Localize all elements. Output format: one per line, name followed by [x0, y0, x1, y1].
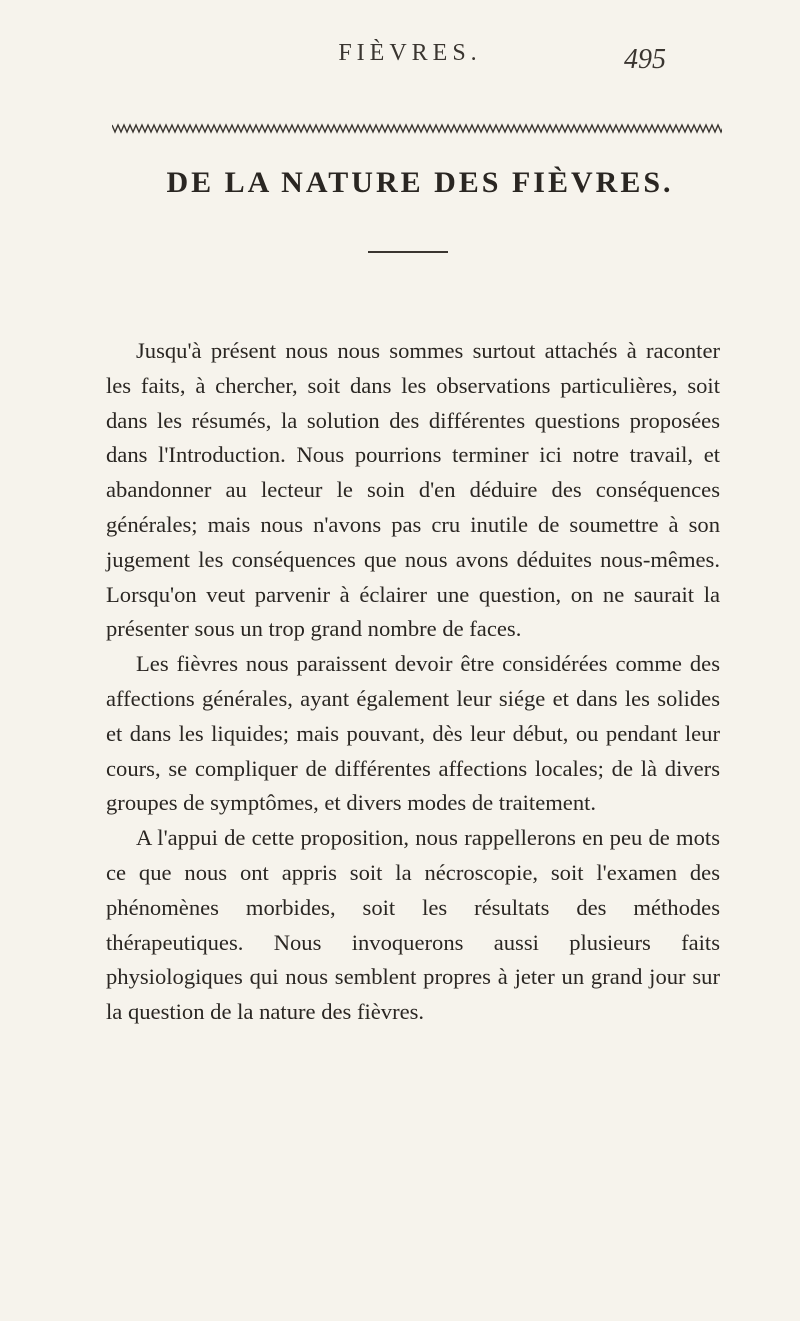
section-title: DE LA NATURE DES FIÈVRES.: [166, 166, 674, 199]
running-head: FIÈVRES.: [338, 40, 482, 66]
title-underline: [368, 251, 448, 253]
decorative-ornament-rule: [112, 118, 722, 138]
wavy-rule-graphic: [112, 118, 722, 138]
body-text: [106, 334, 720, 1030]
page-number: 495: [624, 44, 666, 75]
paragraph-3: A l'appui de cette proposition, nous rappellerons en peu de mots ce que nous ont appris soit la nécroscopie, soit l'examen des phénomènes morbides, soit les résultats des méthodes thérapeutiques. Nous invoquerons aussi plusieurs faits physiologiques qui nous semblent propres à jeter un grand jour sur la question de la nature des fièvres.: [106, 825, 720, 1025]
paragraph-2: Les fièvres nous paraissent devoir être considérées comme des affections générales, ayant également leur siége et dans les solides et dans les liquides; mais pouvant, dès leur début, ou pendant leur cours, se compliquer de différentes affections locales; de là divers groupes de symptômes, et divers modes de traitement.: [106, 651, 720, 816]
paragraph-1: Jusqu'à présent nous nous sommes surtout attachés à raconter les faits, à chercher, soit dans les observations particulières, soit dans les résumés, la solution des différentes questions proposées dans l'Introduction. Nous pourrions terminer ici notre travail, et abandonner au lecteur le soin d'en déduire des conséquences générales; mais nous n'avons pas cru inutile de soumettre à son jugement les conséquences que nous avons déduites nous-mêmes. Lorsqu'on veut parvenir à éclairer une question, on ne saurait la présenter sous un trop grand nombre de faces.: [106, 338, 720, 642]
